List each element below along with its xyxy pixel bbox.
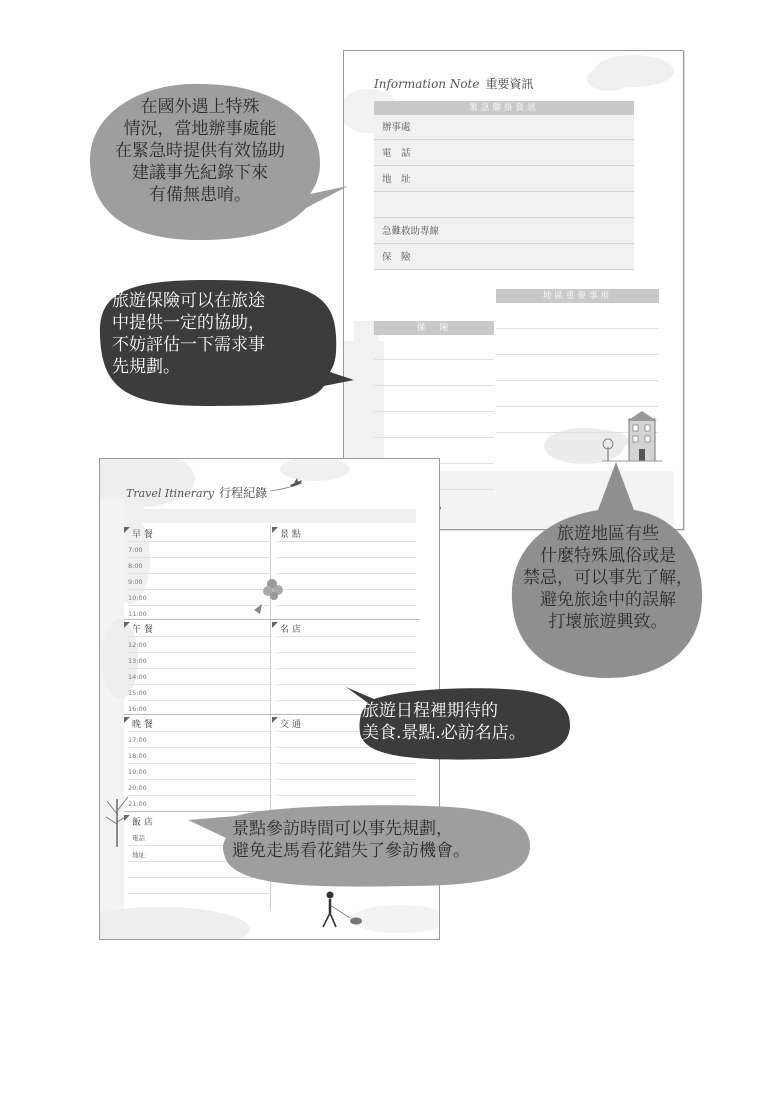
section-lunch: 午 餐 bbox=[124, 622, 153, 635]
time-slot: 9:00 bbox=[128, 578, 143, 586]
section-breakfast: 早 餐 bbox=[124, 527, 153, 540]
time-slot: 20:00 bbox=[128, 784, 147, 792]
time-slot: 21:00 bbox=[128, 800, 147, 808]
bubble-customs-text: 旅遊地區有些 什麼特殊風俗或是 禁忌，可以事先了解， 避免旅途中的誤解 打壞旅遊興致。 bbox=[523, 524, 693, 632]
insurance-header: 保 險 bbox=[374, 321, 494, 335]
time-slot: 14:00 bbox=[128, 673, 147, 681]
emergency-contact-header: 緊急聯絡資訊 bbox=[374, 101, 634, 115]
field-insurance: 保 險 bbox=[374, 245, 634, 270]
flower-doodle bbox=[250, 574, 290, 616]
time-slot: 10:00 bbox=[128, 594, 147, 602]
itinerary-title: Travel Itinerary 行程紀錄 bbox=[126, 486, 268, 500]
hotel-phone-label: 電話 bbox=[132, 834, 145, 842]
field-phone: 電 話 bbox=[374, 141, 634, 166]
bare-tree-illustration bbox=[102, 789, 132, 849]
time-slot: 8:00 bbox=[128, 562, 143, 570]
airplane-icon bbox=[268, 477, 304, 497]
time-slot: 19:00 bbox=[128, 768, 147, 776]
bubble-insurance-text: 旅遊保險可以在旅途 中提供一定的協助， 不妨評估一下需求事 先規劃。 bbox=[112, 291, 265, 377]
time-slot: 11:00 bbox=[128, 610, 147, 618]
section-dinner: 晚 餐 bbox=[124, 717, 153, 730]
time-slot: 16:00 bbox=[128, 705, 147, 713]
time-slot: 12:00 bbox=[128, 641, 147, 649]
field-address: 地 址 bbox=[374, 167, 634, 192]
field-office: 辦事處 bbox=[374, 115, 634, 140]
time-slot: 17:00 bbox=[128, 736, 147, 744]
section-sights: 景 點 bbox=[272, 527, 301, 540]
field-emergency-hotline: 急難救助專線 bbox=[374, 219, 634, 244]
info-note-title: Information Note 重要資訊 bbox=[374, 77, 534, 91]
time-slot: 7:00 bbox=[128, 546, 143, 554]
bubble-office-text: 在國外遇上特殊 情況，當地辦事處能 在緊急時提供有效協助 建議事先紀錄下來 有備無患唷。 bbox=[115, 97, 285, 205]
time-slot: 18:00 bbox=[128, 752, 147, 760]
bubble-schedule-text: 旅遊日程裡期待的 美食.景點.必訪名店。 bbox=[362, 701, 526, 743]
field-address-extra bbox=[374, 193, 634, 218]
time-slot: 15:00 bbox=[128, 689, 147, 697]
hotel-address-label: 地址 bbox=[132, 851, 145, 859]
local-matters-header: 地區重要事項 bbox=[496, 289, 659, 303]
section-transport: 交 通 bbox=[272, 717, 301, 730]
time-slot: 13:00 bbox=[128, 657, 147, 665]
section-hotel: 飯 店 bbox=[124, 815, 153, 828]
bubble-sights-text: 景點參訪時間可以事先規劃， 避免走馬看花錯失了參訪機會。 bbox=[232, 819, 470, 861]
walker-with-dog-illustration bbox=[318, 891, 368, 933]
section-famous-shops: 名 店 bbox=[272, 622, 301, 635]
house-illustration bbox=[602, 411, 662, 466]
